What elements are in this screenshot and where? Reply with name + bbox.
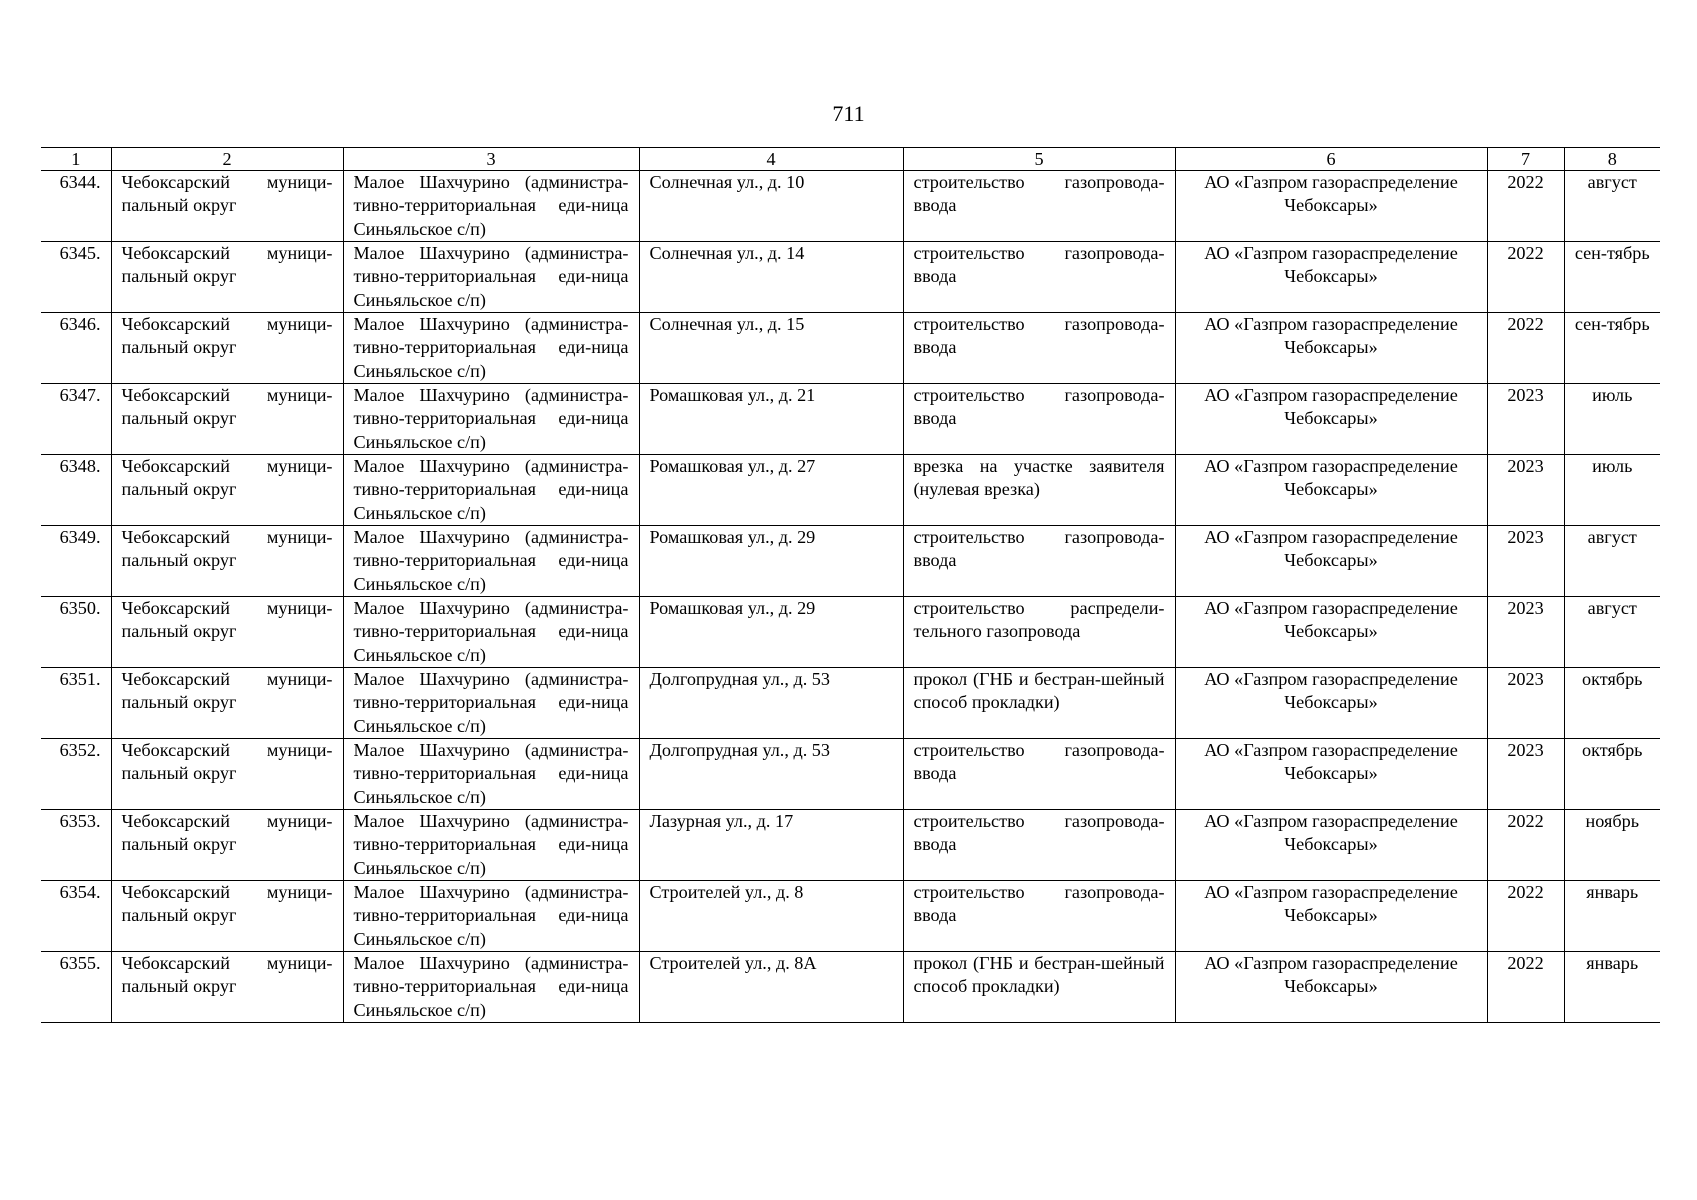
row-number: 6351. [41,668,111,739]
district-cell: Чебоксарский муници-пальный округ [111,739,343,810]
address-cell: Солнечная ул., д. 10 [639,171,903,242]
month-cell: январь [1564,881,1660,952]
year-cell: 2023 [1487,597,1564,668]
work-type-cell: строительство газопровода-ввода [903,739,1175,810]
table-row [41,455,1660,526]
address-cell: Солнечная ул., д. 14 [639,242,903,313]
work-type-cell: строительство газопровода-ввода [903,881,1175,952]
district-cell: Чебоксарский муници-пальный округ [111,668,343,739]
month-cell: август [1564,171,1660,242]
address-cell: Ромашковая ул., д. 29 [639,526,903,597]
work-type-cell: строительство газопровода-ввода [903,384,1175,455]
year-cell: 2022 [1487,881,1564,952]
row-number: 6348. [41,455,111,526]
district-cell: Чебоксарский муници-пальный округ [111,242,343,313]
year-cell: 2023 [1487,455,1564,526]
locality-cell: Малое Шахчурино (администра-тивно-территориальная еди-ница Синьяльское с/п) [343,242,639,313]
locality-cell: Малое Шахчурино (администра-тивно-территориальная еди-ница Синьяльское с/п) [343,455,639,526]
month-cell: сен-тябрь [1564,313,1660,384]
row-number: 6355. [41,952,111,1023]
month-cell: ноябрь [1564,810,1660,881]
work-type-cell: строительство газопровода-ввода [903,313,1175,384]
address-cell: Ромашковая ул., д. 27 [639,455,903,526]
column-number: 3 [343,148,639,171]
locality-cell: Малое Шахчурино (администра-тивно-территориальная еди-ница Синьяльское с/п) [343,739,639,810]
address-cell: Долгопрудная ул., д. 53 [639,739,903,810]
month-cell: июль [1564,455,1660,526]
organization-cell: АО «Газпром газораспределение Чебоксары» [1175,455,1487,526]
district-cell: Чебоксарский муници-пальный округ [111,455,343,526]
address-cell: Строителей ул., д. 8 [639,881,903,952]
year-cell: 2022 [1487,810,1564,881]
organization-cell: АО «Газпром газораспределение Чебоксары» [1175,313,1487,384]
month-cell: октябрь [1564,739,1660,810]
table-row [41,668,1660,739]
row-number: 6353. [41,810,111,881]
table-row [41,952,1660,1023]
month-cell: январь [1564,952,1660,1023]
work-type-cell: прокол (ГНБ и бестран-шейный способ прокладки) [903,668,1175,739]
row-number: 6354. [41,881,111,952]
row-number: 6349. [41,526,111,597]
district-cell: Чебоксарский муници-пальный округ [111,171,343,242]
locality-cell: Малое Шахчурино (администра-тивно-территориальная еди-ница Синьяльское с/п) [343,952,639,1023]
work-type-cell: строительство распредели-тельного газопровода [903,597,1175,668]
organization-cell: АО «Газпром газораспределение Чебоксары» [1175,384,1487,455]
column-number: 1 [41,148,111,171]
address-cell: Ромашковая ул., д. 21 [639,384,903,455]
year-cell: 2022 [1487,242,1564,313]
year-cell: 2023 [1487,526,1564,597]
work-type-cell: врезка на участке заявителя (нулевая врезка) [903,455,1175,526]
locality-cell: Малое Шахчурино (администра-тивно-территориальная еди-ница Синьяльское с/п) [343,668,639,739]
address-cell: Ромашковая ул., д. 29 [639,597,903,668]
organization-cell: АО «Газпром газораспределение Чебоксары» [1175,526,1487,597]
month-cell: август [1564,597,1660,668]
year-cell: 2023 [1487,739,1564,810]
locality-cell: Малое Шахчурино (администра-тивно-территориальная еди-ница Синьяльское с/п) [343,810,639,881]
district-cell: Чебоксарский муници-пальный округ [111,384,343,455]
work-type-cell: строительство газопровода-ввода [903,526,1175,597]
row-number: 6352. [41,739,111,810]
table-row [41,526,1660,597]
row-number: 6347. [41,384,111,455]
year-cell: 2023 [1487,668,1564,739]
organization-cell: АО «Газпром газораспределение Чебоксары» [1175,881,1487,952]
table-row [41,171,1660,242]
row-number: 6346. [41,313,111,384]
column-number: 2 [111,148,343,171]
address-cell: Строителей ул., д. 8А [639,952,903,1023]
column-number: 6 [1175,148,1487,171]
locality-cell: Малое Шахчурино (администра-тивно-территориальная еди-ница Синьяльское с/п) [343,526,639,597]
row-number: 6345. [41,242,111,313]
work-type-cell: строительство газопровода-ввода [903,171,1175,242]
table-row [41,881,1660,952]
row-number: 6350. [41,597,111,668]
table-row [41,384,1660,455]
table-row [41,597,1660,668]
column-number: 5 [903,148,1175,171]
work-type-cell: строительство газопровода-ввода [903,242,1175,313]
district-cell: Чебоксарский муници-пальный округ [111,313,343,384]
organization-cell: АО «Газпром газораспределение Чебоксары» [1175,739,1487,810]
address-cell: Долгопрудная ул., д. 53 [639,668,903,739]
organization-cell: АО «Газпром газораспределение Чебоксары» [1175,242,1487,313]
page-number: 711 [832,101,865,126]
year-cell: 2022 [1487,171,1564,242]
year-cell: 2022 [1487,313,1564,384]
district-cell: Чебоксарский муници-пальный округ [111,597,343,668]
register-table [41,147,1660,1023]
work-type-cell: прокол (ГНБ и бестран-шейный способ прокладки) [903,952,1175,1023]
organization-cell: АО «Газпром газораспределение Чебоксары» [1175,597,1487,668]
table-row [41,810,1660,881]
column-number: 7 [1487,148,1564,171]
locality-cell: Малое Шахчурино (администра-тивно-территориальная еди-ница Синьяльское с/п) [343,881,639,952]
table-row [41,739,1660,810]
column-number: 8 [1564,148,1660,171]
locality-cell: Малое Шахчурино (администра-тивно-территориальная еди-ница Синьяльское с/п) [343,384,639,455]
month-cell: сен-тябрь [1564,242,1660,313]
organization-cell: АО «Газпром газораспределение Чебоксары» [1175,810,1487,881]
table-row [41,313,1660,384]
month-cell: октябрь [1564,668,1660,739]
table-row [41,242,1660,313]
district-cell: Чебоксарский муници-пальный округ [111,881,343,952]
address-cell: Лазурная ул., д. 17 [639,810,903,881]
year-cell: 2023 [1487,384,1564,455]
organization-cell: АО «Газпром газораспределение Чебоксары» [1175,952,1487,1023]
column-number-row [41,148,1660,171]
organization-cell: АО «Газпром газораспределение Чебоксары» [1175,668,1487,739]
organization-cell: АО «Газпром газораспределение Чебоксары» [1175,171,1487,242]
column-number: 4 [639,148,903,171]
district-cell: Чебоксарский муници-пальный округ [111,810,343,881]
year-cell: 2022 [1487,952,1564,1023]
month-cell: август [1564,526,1660,597]
locality-cell: Малое Шахчурино (администра-тивно-территориальная еди-ница Синьяльское с/п) [343,313,639,384]
row-number: 6344. [41,171,111,242]
district-cell: Чебоксарский муници-пальный округ [111,526,343,597]
district-cell: Чебоксарский муници-пальный округ [111,952,343,1023]
locality-cell: Малое Шахчурино (администра-тивно-территориальная еди-ница Синьяльское с/п) [343,171,639,242]
address-cell: Солнечная ул., д. 15 [639,313,903,384]
work-type-cell: строительство газопровода-ввода [903,810,1175,881]
locality-cell: Малое Шахчурино (администра-тивно-территориальная еди-ница Синьяльское с/п) [343,597,639,668]
month-cell: июль [1564,384,1660,455]
